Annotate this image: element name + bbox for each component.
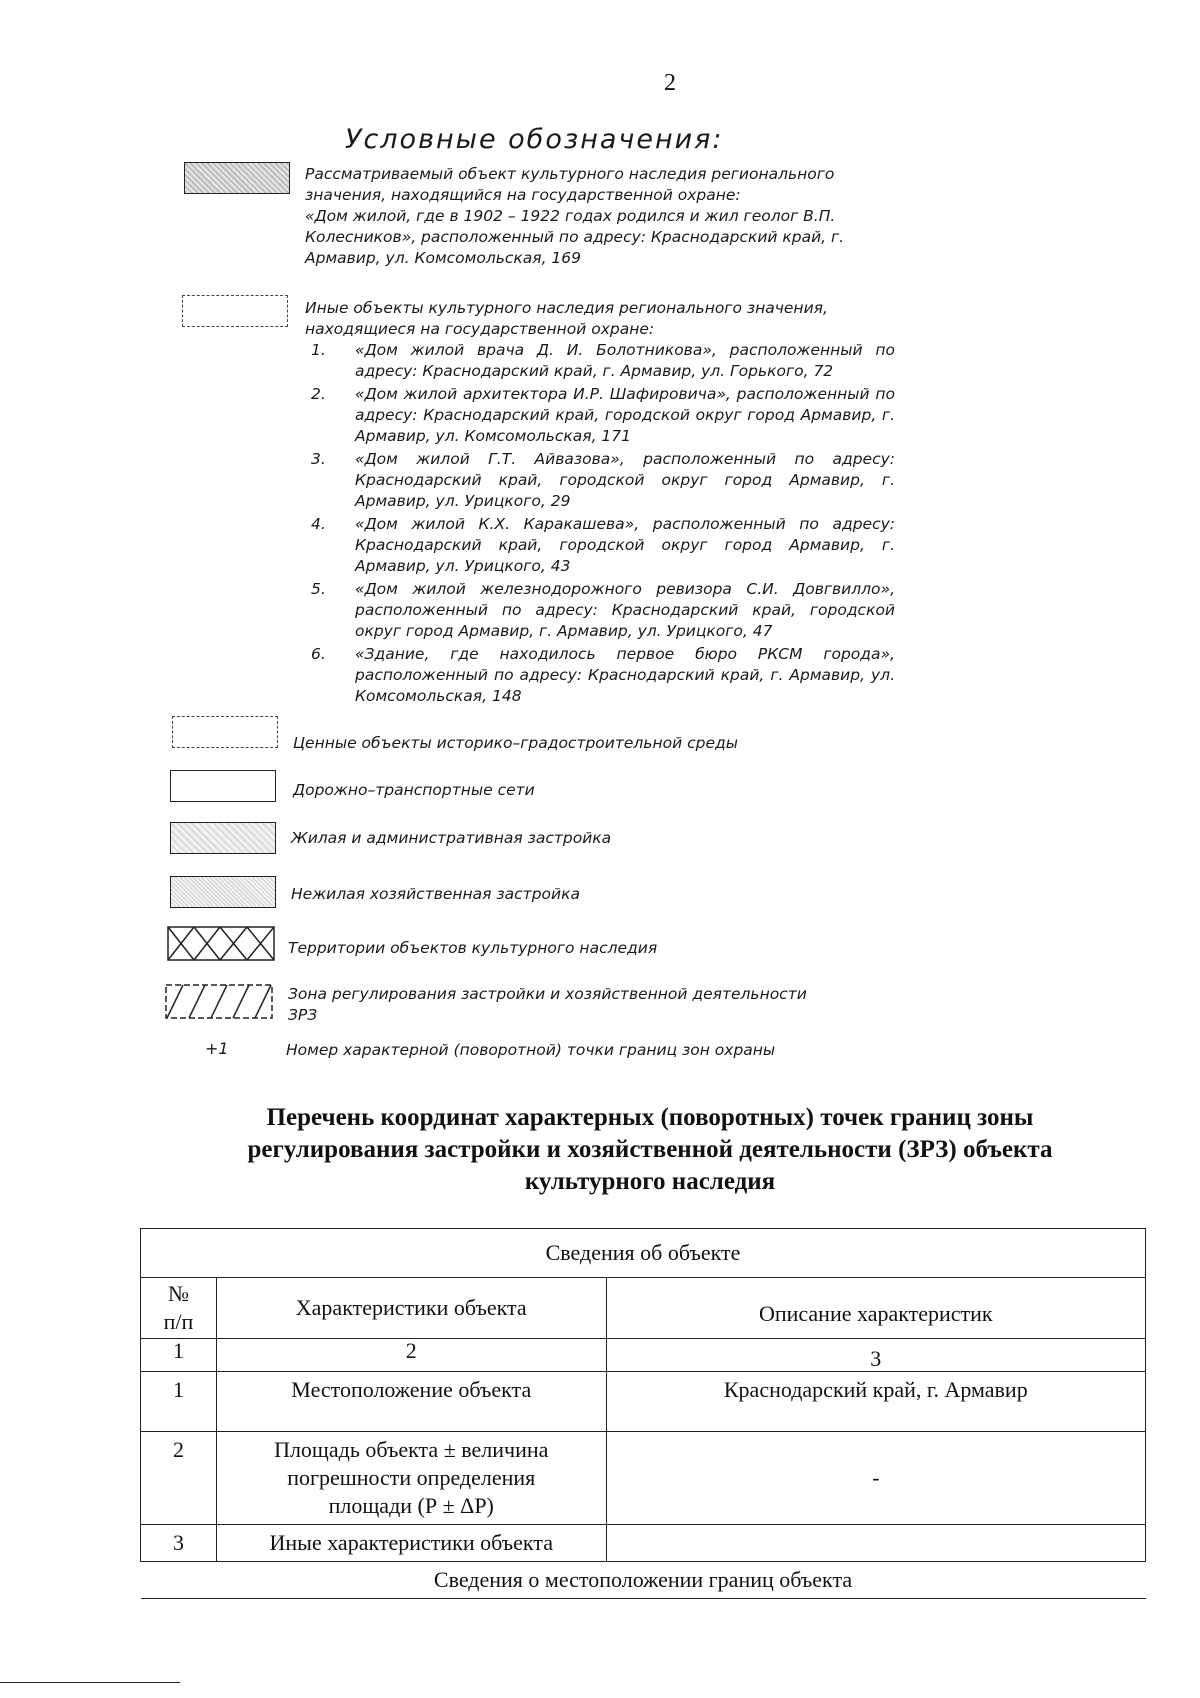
legend-point-label: Номер характерной (поворотной) точки границ зон охраны [286,1041,776,1059]
legend-nonresidential-label: Нежилая хозяйственная застройка [291,885,580,903]
title-line: Перечень координат характерных (поворотных) точек границ зоны [266,1104,1034,1131]
table-index-cell: 2 [216,1339,606,1372]
legend-swatch-territories [167,926,275,961]
table-cell-char: Местоположение объекта [216,1372,606,1432]
list-item-text: «Дом жилой железнодорожного ревизора С.И. Довгвилло», расположенный по адресу: Краснодарский край, городской округ город Армавир, г. Армавир, ул. Урицкого, 47 [355,580,895,640]
footnote-divider [0,1682,180,1683]
list-item [305,579,895,642]
legend-main-object-text [305,164,905,269]
legend-valuable-label: Ценные объекты историко–градостроительной среды [293,734,738,752]
point-symbol: +1 [205,1039,229,1058]
table-row [141,1525,1146,1562]
legend-heading: Условные обозначения: [345,124,724,155]
list-item [305,644,895,707]
list-item-text: «Дом жилой врача Д. И. Болотникова», расположенный по адресу: Краснодарский край, г. Армавир, ул. Горького, 72 [355,341,895,380]
table-index-cell: 3 [606,1339,1145,1372]
title-line: регулирования застройки и хозяйственной деятельности (ЗРЗ) объекта [247,1136,1053,1163]
table-cell-char-line: погрешности определения [287,1465,536,1490]
list-item [305,384,895,447]
table-header-num [141,1278,217,1339]
object-info-table [140,1228,1146,1599]
list-item [305,449,895,512]
table-header-desc: Описание характеристик [606,1278,1145,1339]
legend-swatch-other-objects [182,295,288,327]
legend-zone-abbr: ЗРЗ [288,1006,318,1024]
table-cell-num: 2 [141,1432,217,1525]
legend-swatch-nonresidential [170,876,276,908]
list-item-text: «Здание, где находилось первое бюро РКСМ города», расположенный по адресу: Краснодарский край, г. Армавир, ул. Комсомольская, 148 [355,645,895,705]
legend-main-line: «Дом жилой, где в 1902 – 1922 годах родился и жил геолог В.П. [305,207,836,225]
table-cell-char: Иные характеристики объекта [216,1525,606,1562]
legend-swatch-roads [170,770,276,802]
legend-main-line: значения, находящийся на государственной охране: [305,186,741,204]
legend-swatch-main-object [184,162,290,194]
col-num-label: № [167,1281,189,1306]
page-number: 2 [664,70,676,96]
table-cell-char [216,1432,606,1525]
table-cell-desc [606,1525,1145,1562]
legend-other-objects-intro [305,298,905,340]
legend-zone-line: Зона регулирования застройки и хозяйственной деятельности [288,985,807,1003]
table-row [141,1562,1146,1599]
table-row [141,1432,1146,1525]
list-item-text: «Дом жилой Г.Т. Айвазова», расположенный по адресу: Краснодарский край, городской округ город Армавир, г. Армавир, ул. Урицкого, 29 [355,450,895,510]
legend-swatch-residential [170,822,276,854]
table-cell-desc: - [606,1432,1145,1525]
legend-swatch-zone [165,984,273,1019]
table-cell-char-line: Площадь объекта ± величина [274,1437,549,1462]
table-header-cell: Сведения об объекте [141,1229,1146,1278]
legend-main-line: Армавир, ул. Комсомольская, 169 [305,249,582,267]
table-row [141,1372,1146,1432]
table-footer-cell: Сведения о местоположении границ объекта [141,1562,1146,1599]
other-objects-list [305,340,895,709]
legend-main-line: Рассматриваемый объект культурного наследия регионального [305,165,835,183]
table-row [141,1278,1146,1339]
legend-swatch-valuable [172,716,278,748]
table-index-cell: 1 [141,1339,217,1372]
document-title [170,1102,1130,1198]
list-item-number: 5. [311,580,326,598]
legend-other-intro-line: находящиеся на государственной охране: [305,320,655,338]
list-item [305,514,895,577]
legend-residential-label: Жилая и административная застройка [291,829,612,847]
table-cell-char-line: площади (Р ± ΔР) [328,1493,494,1518]
table-cell-num: 1 [141,1372,217,1432]
table-cell-desc: Краснодарский край, г. Армавир [606,1372,1145,1432]
table-cell-num: 3 [141,1525,217,1562]
list-item-text: «Дом жилой архитектора И.Р. Шафировича», расположенный по адресу: Краснодарский край, городской округ город Армавир, г. Армавир, ул. Комсомольская, 171 [355,385,895,445]
list-item-number: 4. [311,515,326,533]
col-num-label-2: п/п [163,1309,194,1334]
table-header-char: Характеристики объекта [216,1278,606,1339]
list-item-text: «Дом жилой К.Х. Каракашева», расположенный по адресу: Краснодарский край, городской округ город Армавир, г. Армавир, ул. Урицкого, 43 [355,515,895,575]
title-line: культурного наследия [524,1168,776,1195]
legend-zone-label [288,984,848,1026]
legend-territories-label: Территории объектов культурного наследия [288,939,658,957]
list-item-number: 2. [311,385,326,403]
table-row [141,1339,1146,1372]
table-row [141,1229,1146,1278]
legend-other-intro-line: Иные объекты культурного наследия регионального значения, [305,299,828,317]
list-item-number: 3. [311,450,326,468]
legend-main-line: Колесников», расположенный по адресу: Краснодарский край, г. [305,228,845,246]
list-item-number: 1. [311,341,326,359]
list-item [305,340,895,382]
legend-roads-label: Дорожно–транспортные сети [293,781,535,799]
list-item-number: 6. [311,645,326,663]
